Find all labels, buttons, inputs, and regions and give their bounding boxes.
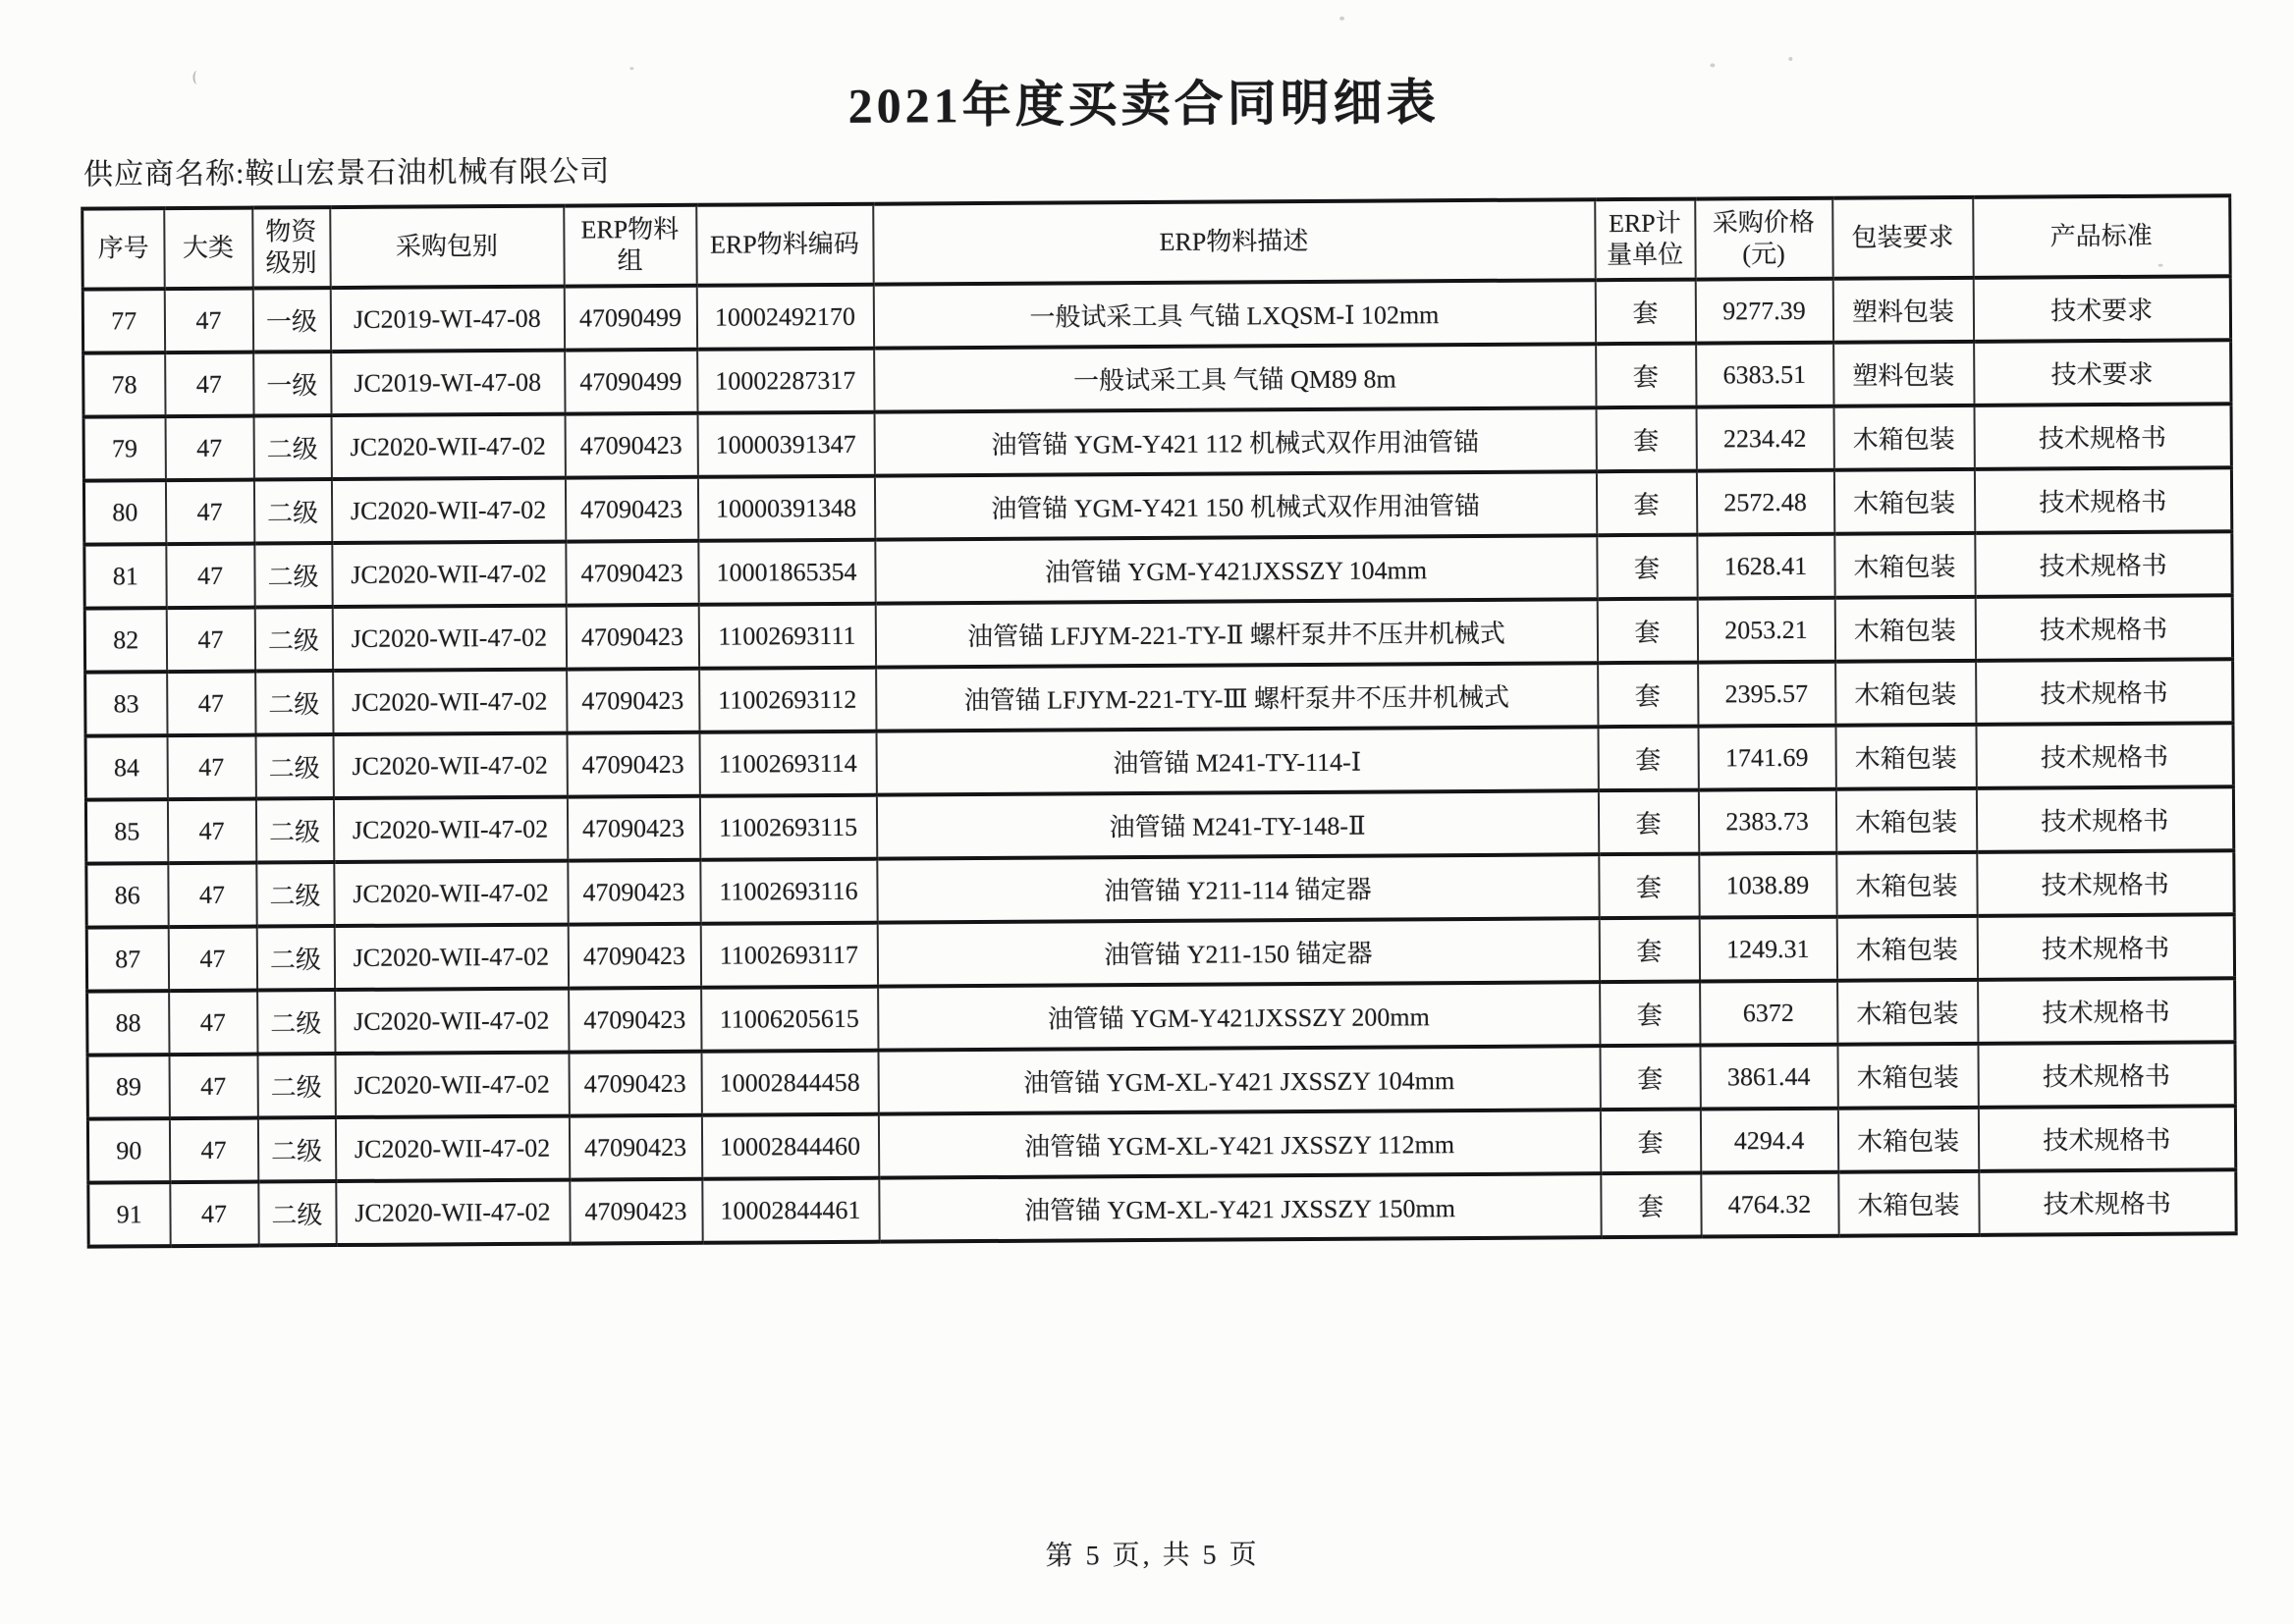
cell-category: 47	[170, 1182, 258, 1247]
cell-erp-unit: 套	[1597, 599, 1697, 664]
cell-product-standard: 技术规格书	[1976, 723, 2233, 788]
cell-serial: 88	[87, 991, 169, 1056]
cell-purchase-price: 3861.44	[1700, 1045, 1837, 1110]
cell-erp-material-group: 47090423	[567, 732, 699, 797]
cell-erp-unit: 套	[1601, 1173, 1701, 1238]
cell-erp-unit: 套	[1596, 344, 1696, 408]
cell-packaging: 塑料包装	[1833, 342, 1974, 406]
cell-erp-unit: 套	[1599, 854, 1699, 919]
cell-material-level: 二级	[257, 1117, 335, 1181]
cell-product-standard: 技术规格书	[1976, 659, 2233, 725]
cell-serial: 84	[85, 735, 167, 800]
cell-purchase-price: 2395.57	[1698, 662, 1835, 727]
cell-erp-material-code: 11002693111	[698, 604, 875, 669]
cell-erp-material-code: 10002844461	[702, 1178, 879, 1243]
column-header-serial: 序号	[82, 208, 164, 290]
cell-erp-material-code: 10001865354	[698, 540, 875, 605]
cell-category: 47	[167, 672, 255, 736]
cell-serial: 82	[84, 608, 166, 673]
cell-erp-material-desc: 油管锚 YGM-XL-Y421 JXSSZY 150mm	[879, 1173, 1601, 1241]
cell-serial: 90	[87, 1118, 169, 1183]
column-header-erp-material-group: ERP物料 组	[564, 205, 696, 287]
cell-packaging: 木箱包装	[1837, 1044, 1978, 1109]
cell-material-level: 二级	[258, 1181, 336, 1245]
cell-purchase-price: 4764.32	[1701, 1172, 1838, 1237]
table-row	[88, 1169, 2236, 1246]
cell-product-standard: 技术规格书	[1978, 1042, 2235, 1108]
cell-erp-material-desc: 油管锚 M241-TY-114-Ⅰ	[876, 727, 1598, 794]
cell-erp-material-code: 10002492170	[696, 285, 873, 350]
cell-packaging: 塑料包装	[1832, 278, 1973, 343]
cell-erp-material-desc: 油管锚 M241-TY-148-Ⅱ	[876, 790, 1598, 858]
cell-erp-material-group: 47090423	[568, 924, 700, 989]
cell-purchase-package: JC2020-WII-47-02	[335, 1053, 569, 1117]
cell-purchase-package: JC2020-WII-47-02	[331, 478, 565, 543]
cell-packaging: 木箱包装	[1835, 725, 1976, 789]
column-header-erp-unit: ERP计 量单位	[1595, 199, 1695, 281]
cell-product-standard: 技术规格书	[1974, 404, 2231, 469]
cell-erp-material-group: 47090423	[566, 605, 698, 670]
cell-packaging: 木箱包装	[1835, 788, 1976, 853]
cell-material-level: 二级	[256, 926, 334, 990]
cell-serial: 91	[88, 1182, 170, 1247]
cell-product-standard: 技术要求	[1974, 340, 2231, 406]
cell-erp-material-code: 10002844458	[701, 1051, 878, 1115]
cell-product-standard: 技术要求	[1973, 276, 2230, 342]
cell-erp-material-group: 47090423	[565, 413, 697, 478]
cell-product-standard: 技术规格书	[1977, 914, 2234, 980]
header-row	[82, 195, 2230, 289]
cell-erp-material-desc: 油管锚 YGM-Y421 150 机械式双作用油管锚	[874, 471, 1596, 539]
cell-packaging: 木箱包装	[1834, 597, 1975, 662]
cell-category: 47	[165, 480, 253, 545]
cell-erp-material-desc: 一般试采工具 气锚 LXQSM-Ⅰ 102mm	[873, 280, 1595, 348]
cell-serial: 78	[83, 352, 165, 417]
cell-erp-unit: 套	[1600, 1046, 1700, 1110]
cell-serial: 86	[86, 863, 168, 928]
cell-material-level: 一级	[252, 288, 330, 352]
column-header-erp-material-desc: ERP物料描述	[873, 199, 1595, 284]
cell-material-level: 二级	[255, 734, 333, 798]
cell-packaging: 木箱包装	[1833, 469, 1974, 534]
cell-erp-unit: 套	[1596, 471, 1696, 536]
cell-packaging: 木箱包装	[1837, 980, 1978, 1045]
cell-purchase-package: JC2019-WI-47-08	[330, 287, 564, 352]
cell-erp-material-desc: 一般试采工具 气锚 QM89 8m	[874, 344, 1596, 411]
cell-erp-material-group: 47090423	[566, 541, 698, 606]
cell-erp-unit: 套	[1597, 535, 1697, 600]
cell-material-level: 一级	[253, 352, 331, 415]
cell-packaging: 木箱包装	[1834, 533, 1975, 598]
cell-erp-unit: 套	[1600, 1110, 1700, 1174]
cell-purchase-package: JC2020-WII-47-02	[332, 542, 566, 607]
cell-erp-material-code: 10000391347	[697, 412, 874, 477]
cell-purchase-price: 1628.41	[1697, 534, 1834, 599]
cell-category: 47	[166, 608, 254, 673]
cell-serial: 89	[87, 1055, 169, 1119]
cell-erp-material-desc: 油管锚 YGM-XL-Y421 JXSSZY 112mm	[878, 1110, 1600, 1177]
page-number: 第 5 页, 共 5 页	[1045, 1540, 1260, 1572]
supplier-name-line: 供应商名称:鞍山宏景石油机械有限公司	[82, 155, 611, 191]
column-header-category: 大类	[164, 208, 252, 290]
cell-erp-material-group: 47090423	[569, 1052, 701, 1116]
cell-erp-material-code: 11006205615	[701, 987, 878, 1052]
cell-purchase-price: 2234.42	[1696, 406, 1833, 471]
column-header-product-standard: 产品标准	[1973, 195, 2230, 278]
cell-purchase-price: 1741.69	[1698, 726, 1835, 790]
cell-erp-material-desc: 油管锚 YGM-XL-Y421 JXSSZY 104mm	[878, 1046, 1600, 1113]
cell-erp-unit: 套	[1595, 280, 1695, 345]
cell-erp-material-group: 47090423	[565, 477, 697, 542]
cell-erp-unit: 套	[1598, 790, 1698, 855]
cell-product-standard: 技术规格书	[1979, 1169, 2236, 1235]
cell-packaging: 木箱包装	[1837, 1108, 1978, 1172]
column-header-packaging: 包装要求	[1832, 197, 1973, 279]
cell-erp-material-group: 47090499	[565, 350, 697, 414]
cell-purchase-package: JC2020-WII-47-02	[335, 989, 569, 1054]
cell-erp-material-code: 11002693114	[699, 731, 876, 796]
cell-purchase-package: JC2020-WII-47-02	[332, 606, 566, 671]
cell-purchase-package: JC2020-WII-47-02	[334, 925, 568, 990]
contract-detail-table	[81, 193, 2237, 1248]
cell-erp-material-code: 11002693112	[699, 668, 876, 732]
cell-purchase-price: 6372	[1700, 981, 1837, 1046]
cell-product-standard: 技术规格书	[1978, 1106, 2235, 1171]
cell-erp-unit: 套	[1600, 982, 1700, 1047]
cell-packaging: 木箱包装	[1836, 916, 1977, 981]
cell-erp-unit: 套	[1598, 663, 1698, 728]
cell-purchase-package: JC2020-WII-47-02	[333, 797, 567, 862]
cell-category: 47	[167, 735, 255, 800]
cell-erp-material-group: 47090423	[569, 988, 701, 1053]
cell-erp-material-desc: 油管锚 YGM-Y421JXSSZY 104mm	[875, 535, 1597, 603]
cell-erp-material-desc: 油管锚 Y211-114 锚定器	[877, 854, 1599, 922]
cell-erp-material-group: 47090423	[569, 1115, 701, 1180]
cell-erp-unit: 套	[1598, 727, 1698, 791]
cell-serial: 83	[85, 672, 167, 736]
cell-material-level: 二级	[255, 671, 333, 734]
cell-category: 47	[167, 799, 255, 864]
cell-erp-material-desc: 油管锚 LFJYM-221-TY-Ⅱ 螺杆泵井不压井机械式	[875, 599, 1597, 667]
cell-purchase-package: JC2020-WII-47-02	[335, 1116, 569, 1181]
cell-erp-material-group: 47090423	[567, 669, 699, 733]
cell-category: 47	[166, 544, 254, 609]
cell-category: 47	[169, 1055, 257, 1119]
cell-purchase-price: 2053.21	[1697, 598, 1834, 663]
cell-material-level: 二级	[253, 479, 331, 543]
cell-material-level: 二级	[254, 607, 332, 671]
cell-category: 47	[168, 863, 256, 928]
column-header-purchase-package: 采购包别	[330, 206, 564, 288]
cell-erp-material-desc: 油管锚 YGM-Y421 112 机械式双作用油管锚	[874, 407, 1596, 475]
cell-erp-material-code: 11002693115	[699, 795, 876, 860]
cell-erp-material-code: 10002844460	[701, 1114, 878, 1179]
cell-packaging: 木箱包装	[1836, 852, 1977, 917]
cell-material-level: 二级	[257, 990, 335, 1054]
cell-erp-material-group: 47090423	[568, 860, 700, 925]
column-header-purchase-price: 采购价格 (元)	[1695, 198, 1832, 280]
cell-erp-material-desc: 油管锚 LFJYM-221-TY-Ⅲ 螺杆泵井不压井机械式	[876, 663, 1598, 731]
cell-purchase-price: 9277.39	[1695, 279, 1832, 344]
cell-material-level: 二级	[255, 798, 333, 862]
cell-category: 47	[165, 352, 253, 417]
cell-serial: 81	[84, 544, 166, 609]
cell-serial: 87	[86, 927, 168, 992]
cell-serial: 80	[83, 480, 165, 545]
cell-material-level: 二级	[257, 1054, 335, 1117]
cell-erp-material-desc: 油管锚 Y211-150 锚定器	[877, 918, 1599, 986]
cell-product-standard: 技术规格书	[1975, 595, 2232, 661]
cell-category: 47	[169, 991, 257, 1056]
page-title: 2021年度买卖合同明细表	[847, 75, 1440, 134]
column-header-material-level: 物资 级别	[252, 207, 330, 288]
cell-erp-material-desc: 油管锚 YGM-Y421JXSSZY 200mm	[878, 982, 1600, 1050]
column-header-erp-material-code: ERP物料编码	[696, 204, 873, 286]
cell-purchase-package: JC2019-WI-47-08	[331, 351, 565, 415]
cell-serial: 79	[83, 416, 165, 481]
cell-erp-material-group: 47090423	[570, 1179, 702, 1244]
cell-product-standard: 技术规格书	[1978, 978, 2235, 1044]
cell-product-standard: 技术规格书	[1976, 786, 2233, 852]
cell-packaging: 木箱包装	[1833, 406, 1974, 470]
cell-product-standard: 技术规格书	[1974, 467, 2231, 533]
cell-erp-unit: 套	[1599, 918, 1699, 983]
cell-erp-material-group: 47090423	[567, 796, 699, 861]
cell-purchase-price: 4294.4	[1700, 1109, 1837, 1173]
cell-purchase-package: JC2020-WII-47-02	[336, 1180, 570, 1245]
cell-material-level: 二级	[253, 415, 331, 479]
cell-erp-unit: 套	[1596, 407, 1696, 472]
cell-purchase-price: 1249.31	[1699, 917, 1836, 982]
cell-category: 47	[164, 289, 252, 353]
cell-erp-material-code: 10002287317	[697, 349, 874, 413]
cell-product-standard: 技术规格书	[1977, 850, 2234, 916]
cell-packaging: 木箱包装	[1838, 1171, 1979, 1236]
cell-purchase-price: 2572.48	[1696, 470, 1833, 535]
cell-purchase-package: JC2020-WII-47-02	[334, 861, 568, 926]
scan-artifact	[1339, 17, 1344, 21]
cell-product-standard: 技术规格书	[1975, 531, 2232, 597]
cell-erp-material-code: 11002693117	[700, 923, 877, 988]
cell-purchase-price: 6383.51	[1696, 343, 1833, 407]
cell-erp-material-code: 11002693116	[700, 859, 877, 924]
cell-category: 47	[168, 927, 256, 992]
cell-purchase-package: JC2020-WII-47-02	[333, 733, 567, 798]
cell-purchase-package: JC2020-WII-47-02	[331, 414, 565, 479]
cell-purchase-package: JC2020-WII-47-02	[333, 670, 567, 734]
table-body	[82, 276, 2236, 1246]
cell-erp-material-code: 10000391348	[697, 476, 874, 541]
cell-category: 47	[165, 416, 253, 481]
cell-serial: 85	[85, 799, 167, 864]
cell-serial: 77	[82, 289, 164, 353]
cell-material-level: 二级	[256, 862, 334, 926]
cell-packaging: 木箱包装	[1835, 661, 1976, 726]
cell-material-level: 二级	[254, 543, 332, 607]
cell-erp-material-group: 47090499	[564, 286, 696, 351]
cell-purchase-price: 2383.73	[1698, 789, 1835, 854]
cell-purchase-price: 1038.89	[1699, 853, 1836, 918]
cell-category: 47	[169, 1118, 257, 1183]
